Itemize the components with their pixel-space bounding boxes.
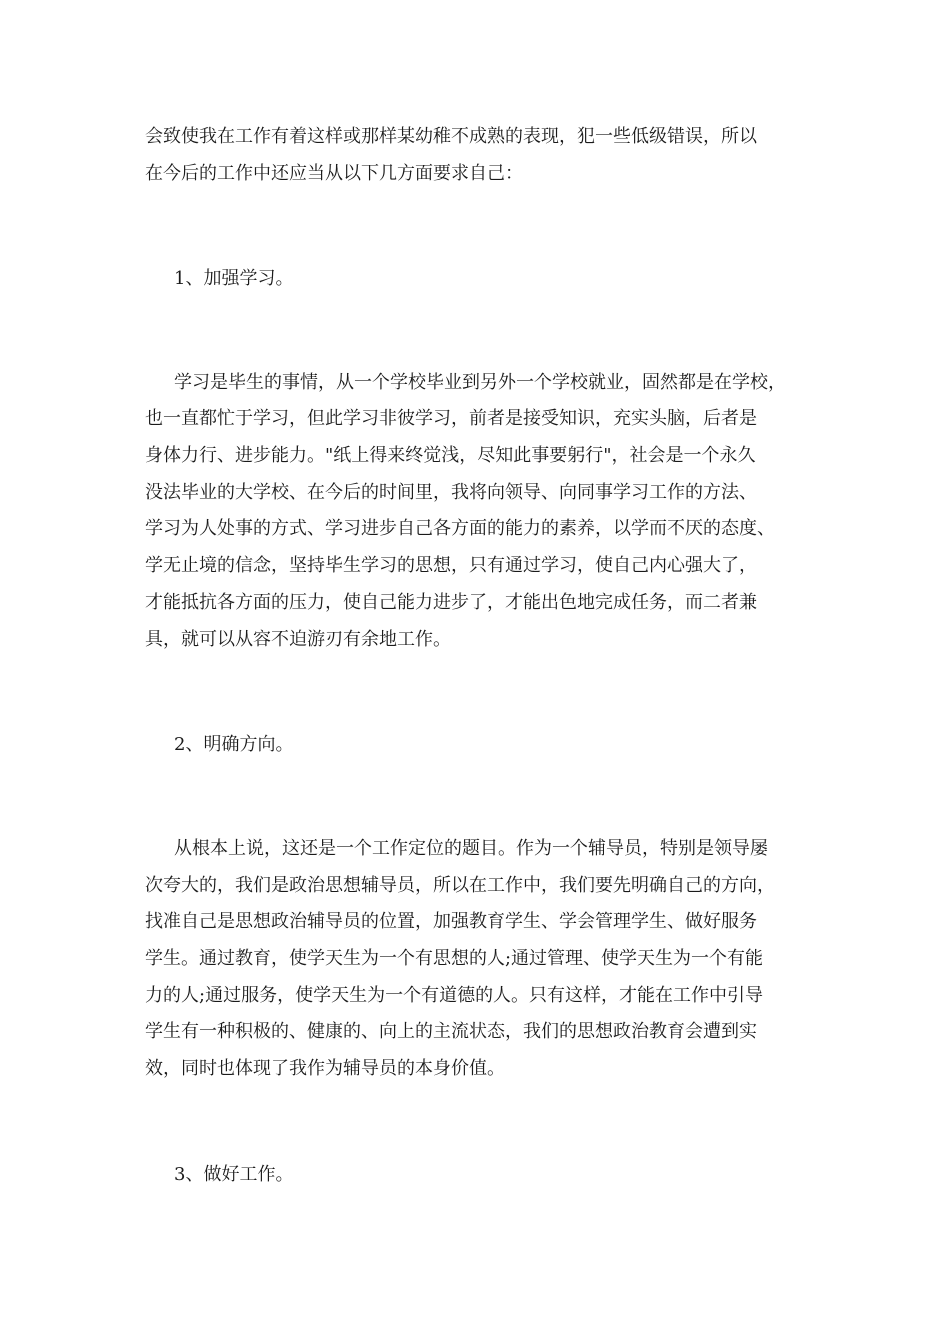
paragraph-line: 学生。通过教育，使学天生为一个有思想的人;通过管理、使学天生为一个有能 <box>145 948 764 969</box>
section-heading-1: 1、加强学习。 <box>174 268 294 289</box>
paragraph-line: 学习为人处事的方式、学习进步自己各方面的能力的素养，以学而不厌的态度、 <box>145 518 775 539</box>
paragraph-line: 才能抵抗各方面的压力，使自己能力进步了，才能出色地完成任务，而二者兼 <box>145 592 757 613</box>
paragraph-line: 找准自己是思想政治辅导员的位置，加强教育学生、学会管理学生、做好服务 <box>145 911 757 932</box>
paragraph-line: 具，就可以从容不迫游刃有余地工作。 <box>145 629 451 650</box>
paragraph-line: 学习是毕生的事情，从一个学校毕业到另外一个学校就业，固然都是在学校， <box>174 372 786 393</box>
paragraph-line: 力的人;通过服务，使学天生为一个有道德的人。只有这样，才能在工作中引导 <box>145 985 764 1006</box>
paragraph-line: 身体力行、进步能力。"纸上得来终觉浅，尽知此事要躬行"，社会是一个永久 <box>145 445 756 466</box>
intro-line: 会致使我在工作有着这样或那样某幼稚不成熟的表现，犯一些低级错误，所以 <box>145 126 757 147</box>
paragraph-line: 次夸大的，我们是政治思想辅导员，所以在工作中，我们要先明确自己的方向， <box>145 875 775 896</box>
paragraph-line: 没法毕业的大学校、在今后的时间里，我将向领导、向同事学习工作的方法、 <box>145 482 757 503</box>
paragraph-line: 也一直都忙于学习，但此学习非彼学习，前者是接受知识，充实头脑，后者是 <box>145 408 757 429</box>
paragraph-line: 学无止境的信念，坚持毕生学习的思想，只有通过学习，使自己内心强大了， <box>145 555 757 576</box>
paragraph-line: 从根本上说，这还是一个工作定位的题目。作为一个辅导员，特别是领导屡 <box>174 838 768 859</box>
section-heading-3: 3、做好工作。 <box>174 1164 294 1185</box>
intro-line: 在今后的工作中还应当从以下几方面要求自己： <box>145 163 523 184</box>
paragraph-line: 学生有一种积极的、健康的、向上的主流状态，我们的思想政治教育会遭到实 <box>145 1021 757 1042</box>
paragraph-line: 效，同时也体现了我作为辅导员的本身价值。 <box>145 1058 505 1079</box>
section-heading-2: 2、明确方向。 <box>174 734 294 755</box>
